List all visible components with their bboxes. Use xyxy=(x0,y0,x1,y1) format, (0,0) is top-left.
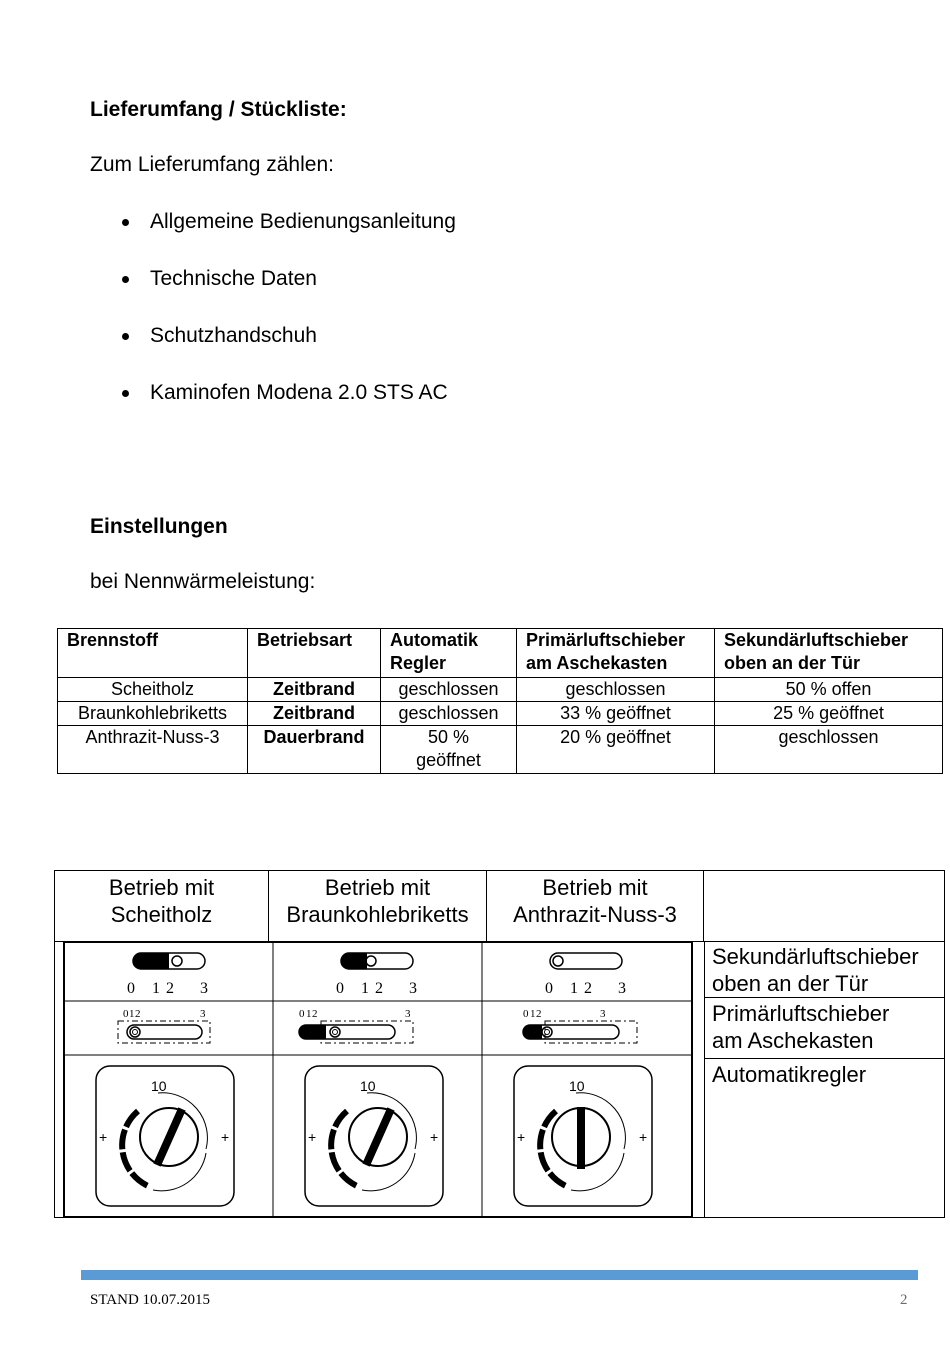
svg-text:3: 3 xyxy=(405,1008,411,1020)
svg-text:+: + xyxy=(430,1129,439,1145)
list-item xyxy=(118,320,456,377)
table-cell: Zeitbrand xyxy=(248,702,381,726)
table-cell: Scheitholz xyxy=(58,678,248,702)
svg-text:1: 1 xyxy=(530,1008,536,1020)
secondary-scale xyxy=(545,980,626,997)
primary-scale xyxy=(523,1008,606,1020)
bullet-icon xyxy=(122,390,129,397)
list-item xyxy=(118,206,456,263)
secondary-slider-icon xyxy=(133,953,205,969)
list-item-label: Technische Daten xyxy=(150,267,317,290)
svg-text:0: 0 xyxy=(123,1008,129,1020)
operation-diagram-table xyxy=(54,870,945,1218)
table-cell: 50 % offen xyxy=(715,678,943,702)
primary-scale xyxy=(299,1008,411,1020)
table-cell: 25 % geöffnet xyxy=(715,702,943,726)
column-header: Sekundärluftschieber oben an der Tür xyxy=(715,629,943,678)
svg-text:+: + xyxy=(639,1129,648,1145)
regulator-diagram xyxy=(63,941,693,1218)
row-label: Primärluftschieber am Aschekasten xyxy=(712,1001,890,1053)
automatic-regulator-knob-icon xyxy=(96,1066,234,1206)
primary-scale xyxy=(123,1008,206,1020)
svg-text:1: 1 xyxy=(129,1008,135,1020)
table-row xyxy=(58,702,943,726)
row-label: Automatikregler xyxy=(712,1062,867,1087)
svg-text:3: 3 xyxy=(409,980,417,997)
page-number: 2 xyxy=(900,1292,908,1308)
table-cell: Dauerbrand xyxy=(248,726,381,774)
svg-text:2: 2 xyxy=(584,980,592,997)
secondary-scale xyxy=(127,980,208,997)
svg-text:3: 3 xyxy=(200,1008,206,1020)
lieferumfang-intro: Zum Lieferumfang zählen: xyxy=(90,153,334,176)
svg-text:3: 3 xyxy=(600,1008,606,1020)
table-row xyxy=(58,726,943,774)
svg-text:0: 0 xyxy=(336,980,344,997)
settings-table xyxy=(57,628,943,774)
list-item xyxy=(118,263,456,320)
table-row xyxy=(58,678,943,702)
svg-text:10: 10 xyxy=(360,1078,376,1094)
primary-slider-icon xyxy=(118,1021,210,1043)
table-cell: 20 % geöffnet xyxy=(517,726,715,774)
svg-text:0: 0 xyxy=(545,980,553,997)
footer-divider xyxy=(81,1270,918,1280)
einstellungen-subheading: bei Nennwärmeleistung: xyxy=(90,570,316,593)
table-cell: geschlossen xyxy=(381,702,517,726)
list-item xyxy=(118,377,456,434)
primary-slider-icon xyxy=(299,1021,413,1043)
svg-text:0: 0 xyxy=(523,1008,529,1020)
svg-text:2: 2 xyxy=(375,980,383,997)
lieferumfang-list xyxy=(118,206,456,434)
secondary-scale xyxy=(336,980,417,997)
svg-text:0: 0 xyxy=(127,980,135,997)
bullet-icon xyxy=(122,333,129,340)
svg-text:2: 2 xyxy=(312,1008,318,1020)
svg-text:2: 2 xyxy=(135,1008,141,1020)
automatic-regulator-knob-icon xyxy=(514,1066,652,1206)
column-header: Primärluftschieber am Aschekasten xyxy=(517,629,715,678)
table-cell: geschlossen xyxy=(715,726,943,774)
bullet-icon xyxy=(122,276,129,283)
svg-text:2: 2 xyxy=(166,980,174,997)
column-header: Betrieb mit Scheitholz xyxy=(55,871,269,941)
svg-text:2: 2 xyxy=(536,1008,542,1020)
column-header: Betriebsart xyxy=(248,629,381,678)
svg-text:10: 10 xyxy=(151,1078,167,1094)
svg-text:1: 1 xyxy=(361,980,369,997)
column-header: Betrieb mit Braunkohlebriketts xyxy=(269,871,487,941)
secondary-slider-icon xyxy=(550,953,622,969)
svg-text:+: + xyxy=(99,1129,108,1145)
svg-text:3: 3 xyxy=(618,980,626,997)
einstellungen-heading: Einstellungen xyxy=(90,515,228,538)
lieferumfang-heading: Lieferumfang / Stückliste: xyxy=(90,98,347,121)
table-cell: geschlossen xyxy=(381,678,517,702)
svg-text:10: 10 xyxy=(569,1078,585,1094)
table-cell: geschlossen xyxy=(517,678,715,702)
footer-stand: STAND 10.07.2015 xyxy=(90,1292,211,1308)
automatic-regulator-knob-icon xyxy=(305,1066,443,1206)
svg-text:0: 0 xyxy=(299,1008,305,1020)
column-header: Betrieb mit Anthrazit-Nuss-3 xyxy=(487,871,704,941)
svg-text:3: 3 xyxy=(200,980,208,997)
table-cell: Anthrazit-Nuss-3 xyxy=(58,726,248,774)
list-item-label: Allgemeine Bedienungsanleitung xyxy=(150,210,456,233)
table-cell: 33 % geöffnet xyxy=(517,702,715,726)
svg-text:+: + xyxy=(221,1129,230,1145)
svg-text:+: + xyxy=(308,1129,317,1145)
secondary-slider-icon xyxy=(341,953,413,969)
svg-text:1: 1 xyxy=(570,980,578,997)
column-header: Brennstoff xyxy=(58,629,248,678)
table-cell: 50 % geöffnet xyxy=(381,726,517,774)
list-item-label: Kaminofen Modena 2.0 STS AC xyxy=(150,381,448,404)
table-cell: Braunkohlebriketts xyxy=(58,702,248,726)
table-cell: Zeitbrand xyxy=(248,678,381,702)
column-header: Automatik Regler xyxy=(381,629,517,678)
table-header-row xyxy=(58,629,943,678)
svg-text:1: 1 xyxy=(306,1008,312,1020)
list-item-label: Schutzhandschuh xyxy=(150,324,317,347)
row-label: Sekundärluftschieber oben an der Tür xyxy=(712,944,919,996)
primary-slider-icon xyxy=(523,1021,637,1043)
svg-text:1: 1 xyxy=(152,980,160,997)
bullet-icon xyxy=(122,219,129,226)
svg-text:+: + xyxy=(517,1129,526,1145)
